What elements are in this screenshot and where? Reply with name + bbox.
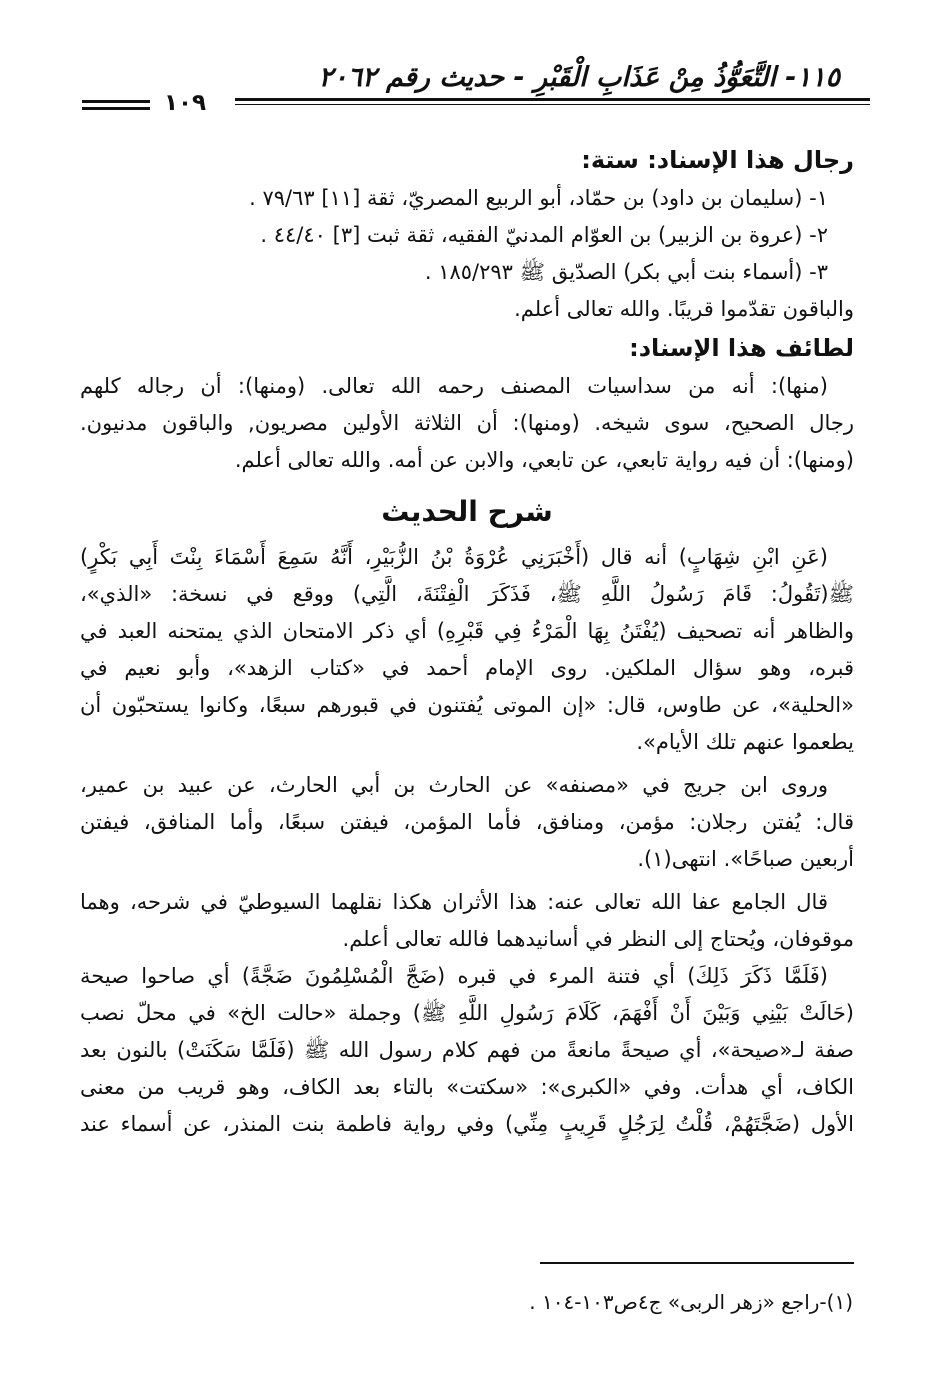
footnote: (١)-راجع «زهر الربى» ج٤ص١٠٣-١٠٤ . xyxy=(529,1290,853,1314)
page-number: ١٠٩ xyxy=(150,90,220,116)
left-double-rule-bottom xyxy=(82,107,150,110)
commentary-line: قبره، وهو سؤال الملكين. روى الإمام أحمد في «كتاب الزهد»، وأبو نعيم في xyxy=(80,656,854,680)
commentary-line: قال: يُفتن رجلان: مؤمن، ومنافق، فأما المؤمن، فيفتن سبعًا، وأما المنافق، فيفتن xyxy=(80,810,854,834)
footnote-separator xyxy=(540,1262,854,1264)
commentary-line: يطعموا عنهم تلك الأيام». xyxy=(636,730,854,754)
commentary-line: (حَالَتْ بَيْنِي وَبَيْنَ أَنْ أَفْهَمَ، كَلَامَ رَسُولِ اللَّهِ ﷺ) وجملة «حالت الخ» في محلّ نصب xyxy=(80,1001,854,1025)
commentary-heading: شرح الحديث xyxy=(381,495,553,528)
commentary-line: «الحلية»، عن طاوس، قال: «إن الموتى يُفتنون في قبورهم سبعًا، وكانوا يستحبّون أن xyxy=(80,693,854,717)
commentary-line: والظاهر أنه تصحيف (يُفْتَنُ بِهَا الْمَرْءُ فِي قَبْرِهِ) أي ذكر الامتحان الذي يمتحنه العبد في xyxy=(80,619,854,643)
header-rule-thin xyxy=(235,104,870,105)
commentary-line: وروى ابن جريج في «مصنفه» عن الحارث بن أبي الحارث، عن عبيد بن عمير، xyxy=(80,773,828,797)
commentary-line: الكاف، أي هدأت. وفي «الكبرى»: «سكتت» بالتاء بعد الكاف، وهو قريب من معنى xyxy=(80,1075,854,1099)
header-rule xyxy=(235,98,870,101)
commentary-line: أربعين صباحًا». انتهى(١). xyxy=(637,847,854,871)
commentary-line: موقوفان، ويُحتاج إلى النظر في أسانيدهما فالله تعالى أعلم. xyxy=(342,927,854,951)
chapter-title: ١١٥- التَّعَوُّذُ مِنْ عَذَابِ الْقَبْرِ - حديث رقم ٢٠٦٢ xyxy=(318,62,840,93)
subtleties-line: (منها): أنه من سداسيات المصنف رحمه الله تعالى. (ومنها): أن رجاله كلهم xyxy=(80,374,828,398)
commentary-line: ﷺ(تَقُولُ: قَامَ رَسُولُ اللَّهِ ﷺ، فَذَكَرَ الْفِتْنَةَ، الَّتِي) ووقع في نسخة: «الذي»، xyxy=(80,582,854,606)
narrators-closing: والباقون تقدّموا قريبًا. والله تعالى أعلم. xyxy=(514,297,854,321)
left-double-rule-top xyxy=(82,100,150,103)
narrator-item: ٣- (أسماء بنت أبي بكر) الصدّيق ﷺ ١٨٥/٢٩٣ . xyxy=(424,260,828,284)
subtleties-heading: لطائف هذا الإسناد: xyxy=(629,334,854,362)
narrator-item: ١- (سليمان بن داود) بن حمّاد، أبو الربيع المصريّ، ثقة [١١] ٧٩/٦٣ . xyxy=(249,186,828,210)
page-body xyxy=(80,140,854,1143)
narrator-item: ٢- (عروة بن الزبير) بن العوّام المدنيّ الفقيه، ثقة ثبت [٣] ٤٤/٤٠ . xyxy=(260,223,828,247)
subtleties-line: رجال الصحيح، سوى شيخه. (ومنها): أن الثلاثة الأولين مصريون, والباقون مدنيون. xyxy=(80,411,854,435)
narrators-heading: رجال هذا الإسناد: ستة: xyxy=(581,146,854,174)
commentary-line: (فَلَمَّا ذَكَرَ ذَلِكَ) أي فتنة المرء في قبره (ضَجَّ الْمُسْلِمُونَ ضَجَّةً) أي صاحوا صيحة xyxy=(80,964,828,988)
commentary-line: صفة لـ«صيحة»، أي صيحةً مانعةً من فهم كلام رسول الله ﷺ (فَلَمَّا سَكَنَتْ) بالنون بعد xyxy=(80,1038,854,1062)
running-header xyxy=(70,52,870,122)
commentary-line: الأول (ضَجَّتَهُمْ، قُلْتُ لِرَجُلٍ قَرِيبٍ مِنِّي) وفي رواية فاطمة بنت المنذر، عن أسماء عند xyxy=(80,1112,854,1136)
commentary-line: قال الجامع عفا الله تعالى عنه: هذا الأثران هكذا نقلهما السيوطيّ في شرحه، وهما xyxy=(80,890,828,914)
commentary-line: (عَنِ ابْنِ شِهَابٍ) أنه قال (أَخْبَرَنِي عُرْوَةُ بْنُ الزُّبَيْرِ، أَنَّهُ سَمِعَ أَسْمَاءَ بِنْتَ أَبِي بَكْرٍ) xyxy=(80,545,828,569)
subtleties-line: (ومنها): أن فيه رواية تابعي، عن تابعي، والابن عن أمه. والله تعالى أعلم. xyxy=(234,448,854,472)
